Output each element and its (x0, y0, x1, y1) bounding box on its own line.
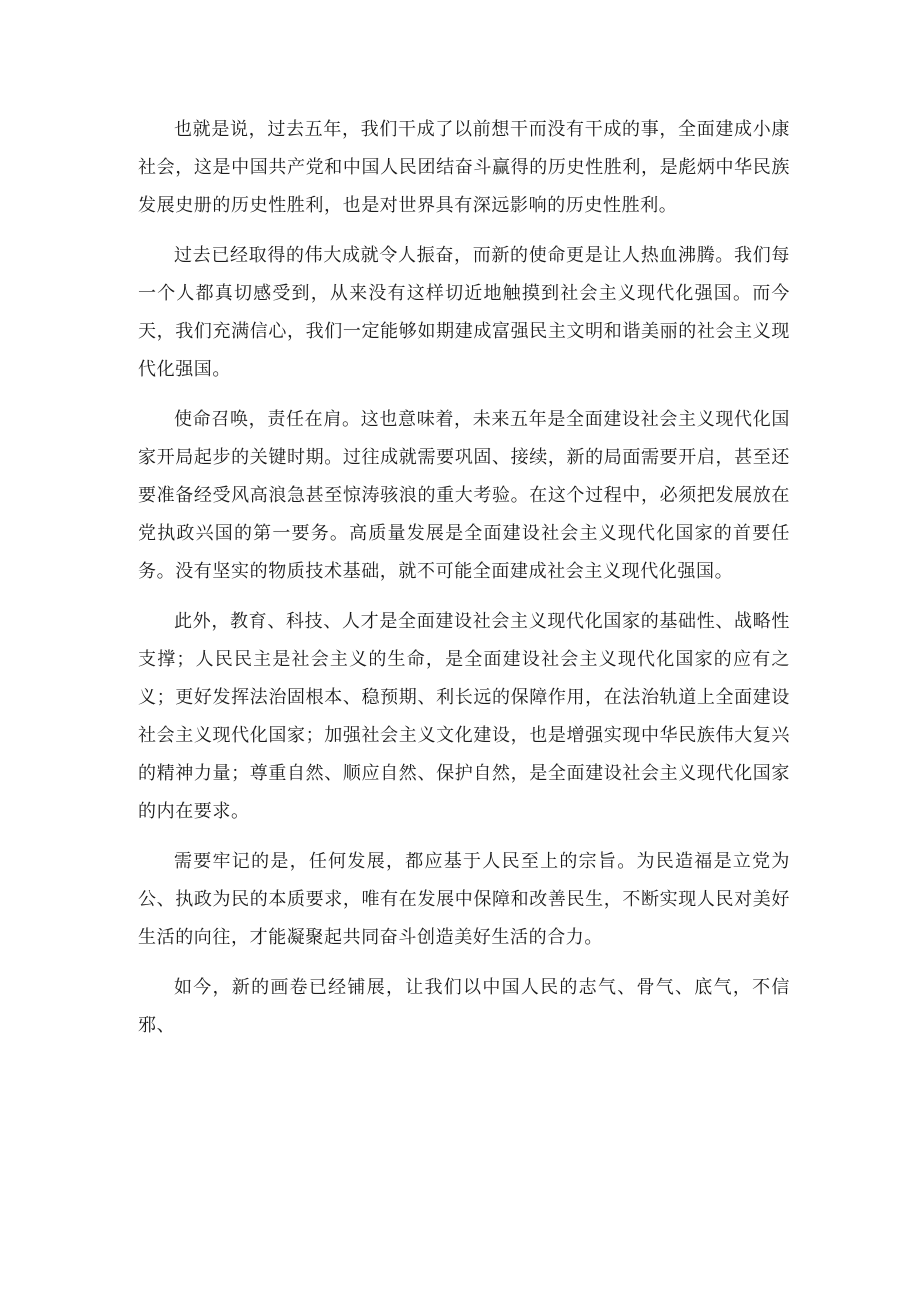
paragraph-4: 此外，教育、科技、人才是全面建设社会主义现代化国家的基础性、战略性支撑；人民民主是社会主义的生命，是全面建设社会主义现代化国家的应有之义；更好发挥法治固根本、稳预期、利长远的保障作用，在法治轨道上全面建设社会主义现代化国家；加强社会主义文化建设，也是增强实现中华民族伟大复兴的精神力量；尊重自然、顺应自然、保护自然，是全面建设社会主义现代化国家的内在要求。 (138, 611, 790, 822)
document-page (138, 111, 790, 1057)
paragraph-5: 需要牢记的是，任何发展，都应基于人民至上的宗旨。为民造福是立党为公、执政为民的本质要求，唯有在发展中保障和改善民生，不断实现人民对美好生活的向往，才能凝聚起共同奋斗创造美好生活的合力。 (138, 851, 790, 948)
paragraph-1: 也就是说，过去五年，我们干成了以前想干而没有干成的事，全面建成小康社会，这是中国共产党和中国人民团结奋斗赢得的历史性胜利，是彪炳中华民族发展史册的历史性胜利，也是对世界具有深远影响的历史性胜利。 (138, 119, 790, 216)
paragraph-6: 如今，新的画卷已经铺展，让我们以中国人民的志气、骨气、底气，不信邪、 (138, 977, 790, 1036)
paragraph-3: 使命召唤，责任在肩。这也意味着，未来五年是全面建设社会主义现代化国家开局起步的关键时期。过往成就需要巩固、接续，新的局面需要开启，甚至还要准备经受风高浪急甚至惊涛骇浪的重大考验。在这个过程中，必须把发展放在党执政兴国的第一要务。高质量发展是全面建设社会主义现代化国家的首要任务。没有坚实的物质技术基础，就不可能全面建成社会主义现代化强国。 (138, 409, 790, 582)
paragraph-2: 过去已经取得的伟大成就令人振奋，而新的使命更是让人热血沸腾。我们每一个人都真切感受到，从来没有这样切近地触摸到社会主义现代化强国。而今天，我们充满信心，我们一定能够如期建成富强民主文明和谐美丽的社会主义现代化强国。 (138, 245, 790, 380)
